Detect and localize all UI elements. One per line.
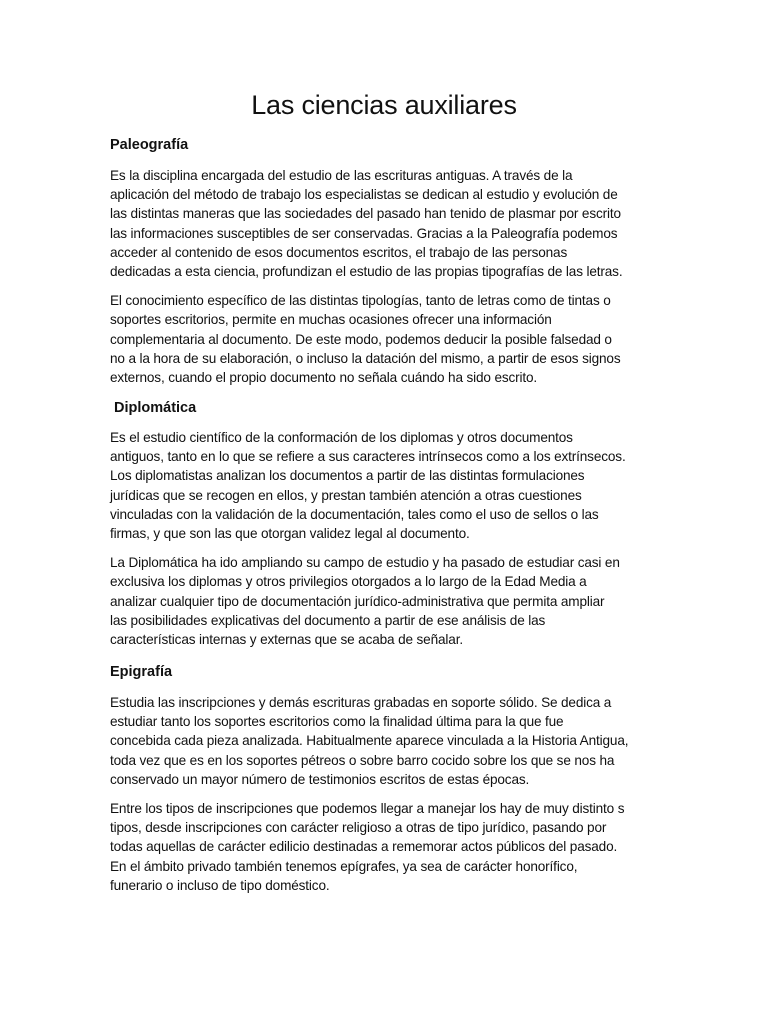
paragraph: Estudia las inscripciones y demás escrituras grabadas en soporte sólido. Se dedica a estudiar tanto los soportes escritorios como la finalidad última para la que fue concebida cada pieza analizada. Habitualmente aparece vinculada a la Historia Antigua, toda vez que es en los soportes pétreos o sobre barro cocido sobre los que se nos ha conservado un mayor número de testimonios escritos de estas épocas.: [110, 695, 629, 787]
document-title: Las ciencias auxiliares: [251, 90, 517, 120]
paragraph: El conocimiento específico de las distintas tipologías, tanto de letras como de tintas o soportes escritorios, permite en muchas ocasiones ofrecer una información complementaria al documento. De este modo, podemos deducir la posible falsedad o no a la hora de su elaboración, o incluso la datación del mismo, a partir de esos signos externos, cuando el propio documento no señala cuándo ha sido escrito.: [110, 293, 621, 386]
section-heading: Epigrafía: [110, 664, 173, 680]
paragraph: Es el estudio científico de la conformación de los diplomas y otros documentos antiguos, tanto en lo que se refiere a sus caracteres intrínsecos como a los extrínsecos. Los diplomatistas analizan los documentos a partir de las distintas formulaciones jurídicas que se recogen en ellos, y prestan también atención a otras cuestiones vinculadas con la validación de la documentación, tales como el uso de sellos o las firmas, y que son las que otorgan validez legal al documento.: [110, 430, 626, 542]
paragraph: La Diplomática ha ido ampliando su campo de estudio y ha pasado de estudiar casi en exclusiva los diplomas y otros privilegios otorgados a lo largo de la Edad Media a analizar cualquier tipo de documentación jurídico-administrativa que permita ampliar las posibilidades explicativas del documento a partir de ese análisis de las características internas y externas que se acaba de señalar.: [110, 555, 620, 648]
section-diplomatica: [110, 398, 658, 649]
section-heading: Diplomática: [114, 400, 197, 416]
section-heading: Paleografía: [110, 137, 189, 153]
paragraph: Es la disciplina encargada del estudio de las escrituras antiguas. A través de la aplicación del método de trabajo los especialistas se dedican al estudio y evolución de las distintas maneras que las sociedades del pasado han tenido de plasmar por escrito las informaciones susceptibles de ser conservadas. Gracias a la Paleografía podemos acceder al contenido de esos documentos escritos, el trabajo de las personas dedicadas a esta ciencia, profundizan el estudio de las propias tipografías de las letras.: [110, 168, 623, 280]
section-paleografia: [110, 135, 658, 387]
paragraph: Entre los tipos de inscripciones que podemos llegar a manejar los hay de muy distinto s tipos, desde inscripciones con carácter religioso a otras de tipo jurídico, pasando por todas aquellas de carácter edilicio destinadas a rememorar actos públicos del pasado. En el ámbito privado también tenemos epígrafes, ya sea de carácter honorífico, funerario o incluso de tipo doméstico.: [110, 801, 625, 893]
section-epigrafia: [110, 662, 658, 895]
